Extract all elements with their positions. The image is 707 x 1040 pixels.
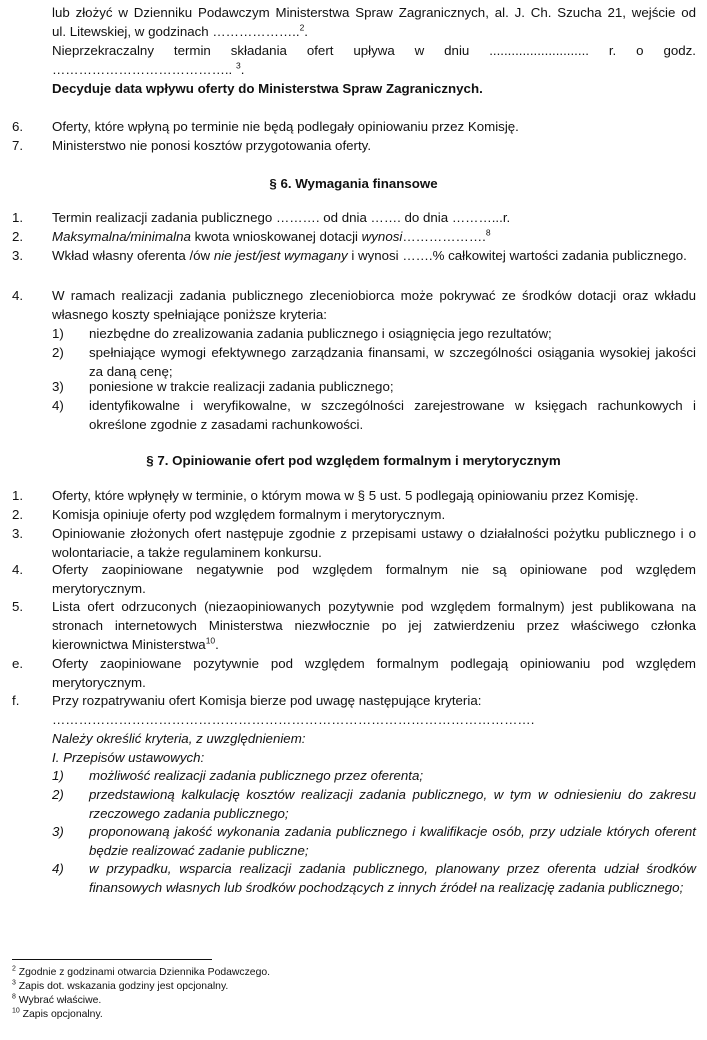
footnote-ref: 3: [235, 60, 241, 71]
footnote-ref: 10: [205, 635, 216, 646]
text: .: [304, 24, 308, 39]
list-text: Opiniowanie złożonych ofert następuje zgodnie z przepisami ustawy o działalności pożytku publicznego i o wolontariacie, a także regulaminem konkursu.: [52, 526, 696, 560]
text: nie jest/jest wymagany: [213, 248, 348, 263]
list-number: 1): [52, 768, 64, 783]
list-text: poniesione w trakcie realizacji zadania publicznego;: [89, 379, 394, 394]
list-number: f.: [12, 693, 20, 708]
italic-subheading: I. Przepisów ustawowych:: [52, 750, 205, 765]
list-number: 4): [52, 398, 64, 413]
footnote-number: 10: [12, 1007, 20, 1015]
text: Nieprzekraczalny termin składania ofert upływa w dniu ........................... r. o godz.: [52, 43, 696, 58]
list-number: 4.: [12, 288, 24, 303]
dotted-placeholder: ……………………………………………………………………………………………….: [52, 712, 535, 727]
footnote: [12, 994, 101, 1007]
list-text: identyfikowalne i weryfikowalne, w szczególności zarejestrowane w księgach rachunkowych i określone zgodnie z zasadami rachunkowości.: [89, 398, 696, 432]
text: …………………………………..: [52, 62, 236, 77]
list-number: 5.: [12, 599, 24, 614]
list-text: Termin realizacji zadania publicznego ………. od dnia ……. do dnia ………...r.: [52, 210, 511, 225]
list-number: 3): [52, 824, 64, 839]
footnote-text: Zapis dot. wskazania godziny jest opcjonalny.: [15, 981, 229, 992]
text: i wynosi …….% całkowitej wartości zadania publicznego.: [347, 248, 687, 263]
list-text: Ministerstwo nie ponosi kosztów przygotowania oferty.: [52, 138, 372, 153]
section-heading: § 7. Opiniowanie ofert pod względem formalnym i merytorycznym: [146, 453, 561, 468]
italic-note: Należy określić kryteria, z uwzględnieniem:: [52, 731, 306, 746]
list-text: przedstawioną kalkulację kosztów realizacji zadania publicznego, w tym w odniesieniu do zakresu rzeczowego zadania publicznego;: [89, 787, 696, 821]
list-number: 3.: [12, 526, 24, 541]
list-text: Oferty, które wpłynęły w terminie, o którym mowa w § 5 ust. 5 podlegają opiniowaniu przez Komisję.: [52, 488, 639, 503]
list-text: niezbędne do zrealizowania zadania publicznego i osiągnięcia jego rezultatów;: [89, 326, 552, 341]
text: kwota wnioskowanej dotacji: [190, 229, 362, 244]
text: Lista ofert odrzuconych (niezaopiniowanych pozytywnie pod względem formalnym) jest publikowana na stronach internetowych Ministerstwa niezwłocznie po jej zatwierdzeniu przez właściwego członka kierownictwa Ministerstwa: [52, 599, 696, 652]
list-number: 2): [52, 345, 64, 360]
list-text: proponowaną jakość wykonania zadania publicznego i kwalifikacje osób, przy udziale których oferent będzie realizować zadanie publiczne;: [89, 824, 696, 858]
list-number: 1.: [12, 488, 24, 503]
text: .: [215, 636, 219, 652]
paragraph-line: [52, 42, 696, 61]
list-text: Komisja opiniuje oferty pod względem formalnym i merytorycznym.: [52, 507, 446, 522]
footnote-text: Zgodnie z godzinami otwarcia Dziennika Podawczego.: [15, 967, 271, 978]
text: .: [240, 62, 245, 77]
list-number: e.: [12, 656, 24, 671]
list-number: 2): [52, 787, 64, 802]
list-text: W ramach realizacji zadania publicznego zleceniobiorca może pokrywać ze środków dotacji oraz wkładu własnego koszty spełniające poniższe kryteria:: [52, 288, 696, 322]
list-text: spełniające wymogi efektywnego zarządzania finansami, w szczególności osiągania wysokiej jakości za daną cenę;: [89, 345, 696, 379]
footnote: [12, 1008, 103, 1021]
list-number: 2.: [12, 507, 24, 522]
footnote-text: Wybrać właściwe.: [15, 995, 102, 1006]
list-number: 4): [52, 861, 64, 876]
list-text: [52, 247, 696, 266]
text: Wkład własny oferenta /ów: [52, 248, 214, 263]
list-number: 6.: [12, 119, 24, 134]
footnote-number: 8: [12, 993, 16, 1001]
list-number: 2.: [12, 229, 24, 244]
list-text: Oferty zaopiniowane negatywnie pod względem formalnym nie są opiniowane pod względem merytorycznym.: [52, 562, 696, 596]
footnote-number: 3: [12, 979, 16, 987]
list-text: możliwość realizacji zadania publicznego przez oferenta;: [89, 768, 424, 783]
text: Maksymalna/minimalna: [52, 229, 191, 244]
paragraph-line: [52, 23, 696, 42]
list-text: w przypadku, wsparcia realizacji zadania publicznego, planowany przez oferenta udział środków finansowych własnych lub środków pochodzących z innych źródeł na realizację zadania publicznego;: [89, 861, 696, 895]
footnote-separator: [12, 959, 212, 960]
list-text: Przy rozpatrywaniu ofert Komisja bierze pod uwagę następujące kryteria:: [52, 693, 482, 708]
list-number: 4.: [12, 562, 24, 577]
list-text: Oferty, które wpłyną po terminie nie będą podlegały opiniowaniu przez Komisję.: [52, 119, 519, 134]
footnote: [12, 980, 228, 993]
text: wynosi: [361, 229, 403, 244]
list-number: 1.: [12, 210, 24, 225]
list-text: Oferty zaopiniowane pozytywnie pod względem formalnym podlegają opiniowaniu pod względem merytorycznym.: [52, 656, 696, 690]
footnote-ref: 2: [299, 22, 305, 33]
list-number: 1): [52, 326, 64, 341]
list-number: 3.: [12, 248, 24, 263]
text: ul. Litewskiej, w godzinach ………………..: [52, 24, 300, 39]
footnote: [12, 966, 270, 979]
list-number: 7.: [12, 138, 24, 153]
section-heading: § 6. Wymagania finansowe: [269, 176, 438, 191]
list-text: [52, 598, 696, 654]
footnote-number: 2: [12, 965, 16, 973]
paragraph-line: [52, 61, 696, 80]
list-text: [52, 228, 696, 247]
paragraph-line: [52, 4, 696, 23]
bold-notice: Decyduje data wpływu oferty do Ministerstwa Spraw Zagranicznych.: [52, 81, 483, 96]
list-number: 3): [52, 379, 64, 394]
footnote-ref: 8: [485, 227, 491, 238]
text: ……………….: [402, 229, 486, 244]
text: lub złożyć w Dzienniku Podawczym Ministerstwa Spraw Zagranicznych, al. J. Ch. Szucha 21, wejście od: [52, 5, 696, 20]
footnote-text: Zapis opcjonalny.: [19, 1009, 103, 1020]
